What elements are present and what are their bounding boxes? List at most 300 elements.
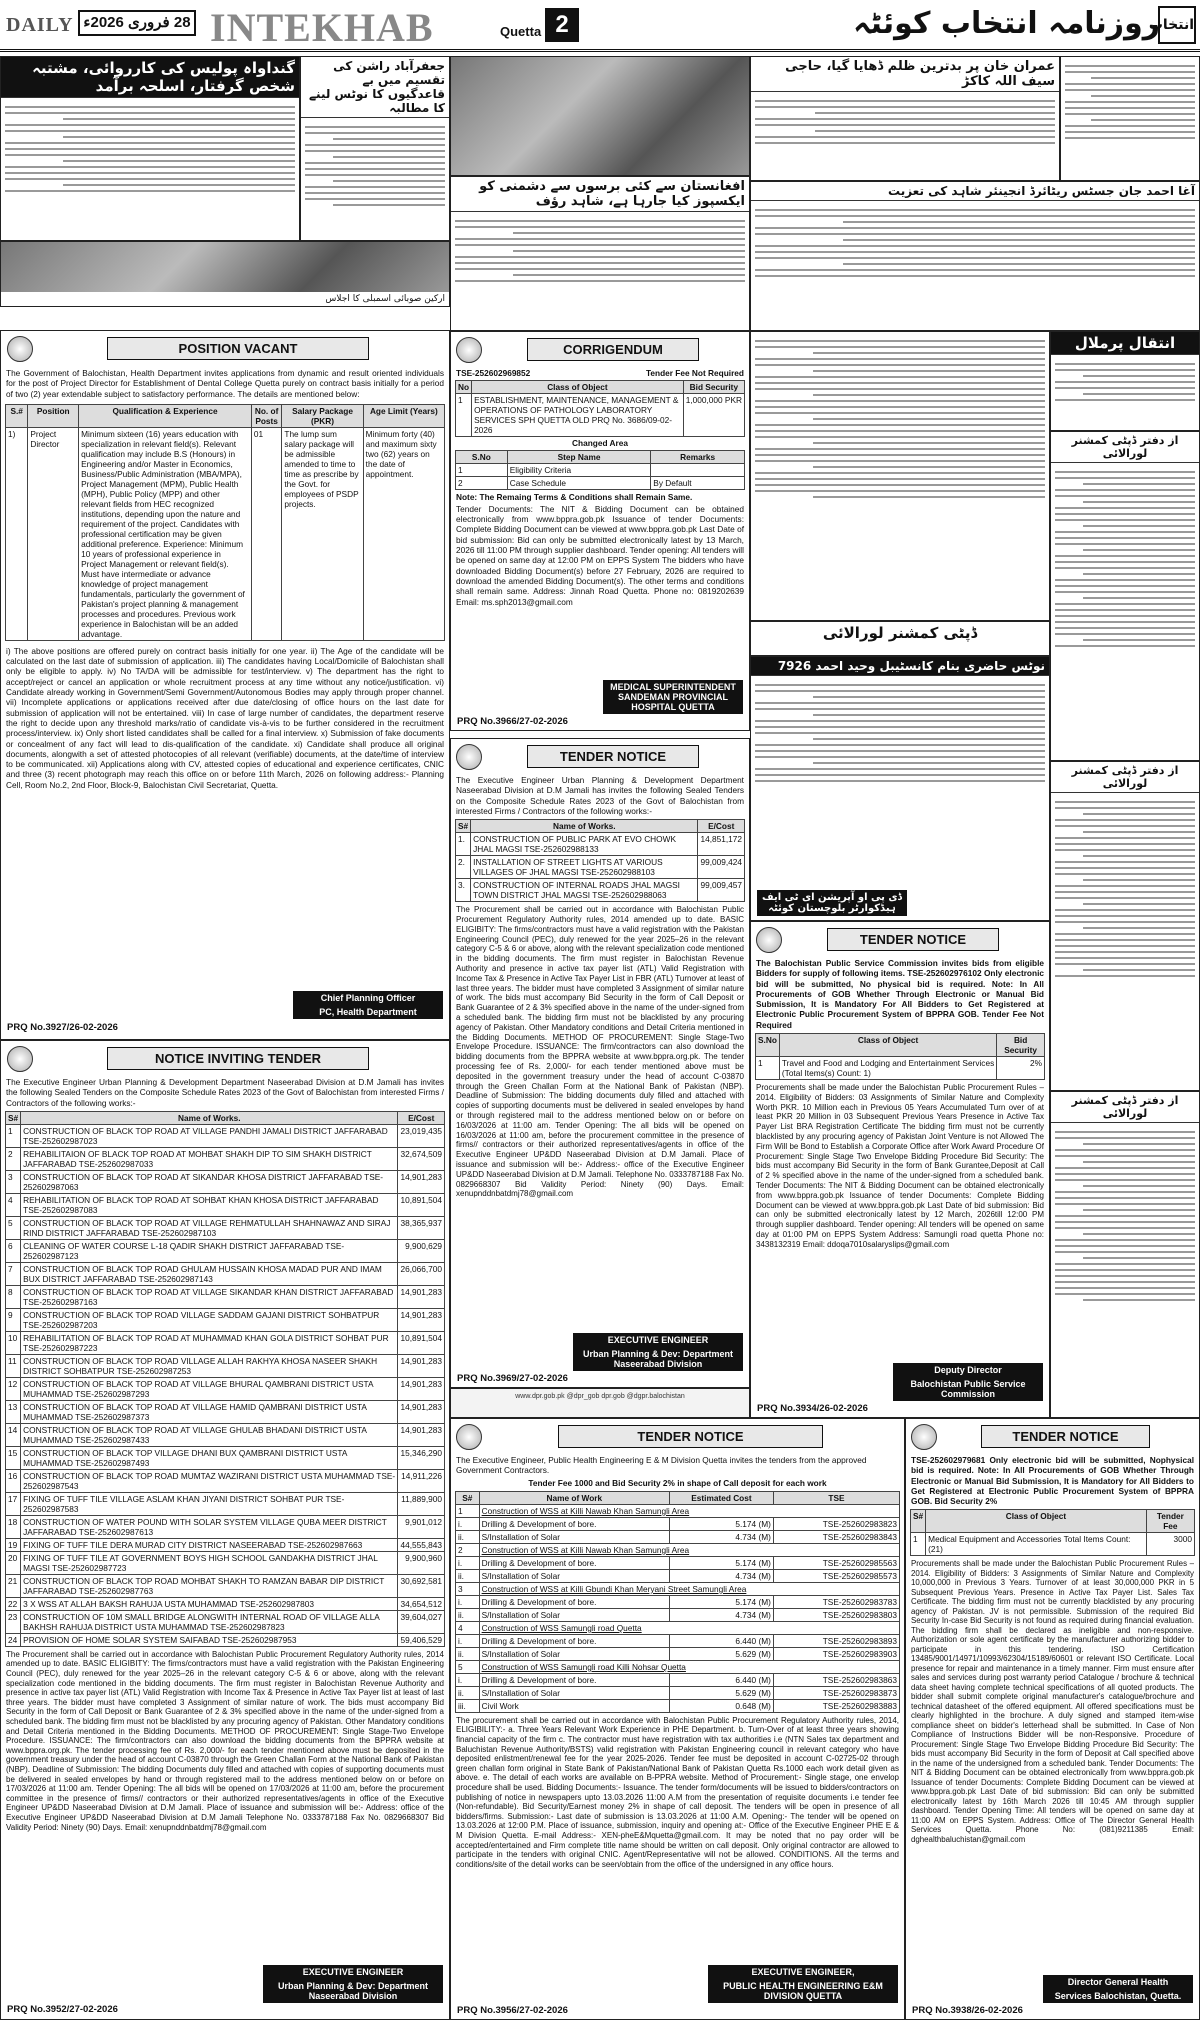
estimated-cost: 4.734 (M) (669, 1530, 773, 1543)
item-number: ii. (456, 1647, 480, 1660)
row-number: 15 (6, 1446, 21, 1469)
tse-number: TSE-252602983873 (773, 1686, 899, 1699)
ad-header (451, 332, 749, 367)
table-row (6, 427, 445, 640)
news-headline: افغانستان سے کئی برسوں سے دشمنی کو ایکسپوز کیا جارہا ہے، شاہد رؤف (451, 177, 749, 212)
urdu-title: روزنامہ انتخاب کوئٹہ (853, 6, 1160, 41)
ad-header (1, 1041, 449, 1076)
table-row (6, 1469, 445, 1492)
table-row (456, 1504, 900, 1517)
tender-fee: 3000 (1146, 1533, 1194, 1556)
gob-emblem-icon (7, 336, 33, 362)
work-name: CONSTRUCTION OF BLACK TOP ROAD GHULAM HUSSAIN KHOSA MADAD PUR AND IMAM BUX DISTRICT JAFFARABAD TSE-252602987143 (21, 1262, 398, 1285)
news-body (751, 332, 1049, 506)
gob-emblem-icon (756, 927, 782, 953)
table-row (6, 1262, 445, 1285)
object-table (910, 1509, 1195, 1556)
row-number: 4 (6, 1193, 21, 1216)
masthead (0, 0, 1200, 52)
table-row: 1 Eligibility Criteria (456, 463, 745, 476)
note: Note: The Remaing Terms & Conditions shall Remain Same. (456, 491, 693, 502)
estimated-cost: 59,406,529 (398, 1633, 445, 1646)
ad-body: The Procurement shall be carried out in accordance with Balochistan Public Procurement Regulatory Authority rules, 2014 amended up to date. BASIC ELIGIBITY: The firms/contractors must have a valid registration with the Pakistan Engineering Council (PEC), duly renewed for the year 2025–26 in the relevant category C-5 & 6 or above, along with the relevant specialization code mentioned in the bidding documents. The firm must register in Balochistan Revenue Authority and presence in active tax payer list (ATL) Valid Registration with Income Tax & Presence in Active Tax Payer list at least of last three years. The bidder must have completed 3 Assignment of similar nature of work. The bids must accompany Bid Security in the form of Call Deposit or Bank Guarantee of 2 & 3% specified above in the name of the under-signed from a scheduled bank. The bidding firm must not be blacklisted by any procuring agency of Pakistan. Other Mandatory conditions and Detail Criteria mentioned in the Bidding Documents. METHOD OF PROCUREMENT: Single Stage-Two Envelope Procedure. ISSUANCE: The firm/contractors can also download the bidding documents from the BPPRA website at www.bppra.org.pk. The tender processing fee of Rs. 2,000/- for each tender mentioned above must be deposited in the government treasury under the head of account C-03870 through the Green Challan Form at the National Bank of Pakistan (NBP). Deadline of Submission: The bidding Documents duly filled and attached with copies of supporting documents must be delivered in sealed envelopes by hand or through registered mail to the address mentioned below on or before on 17/03/2026 at 11:00 am. Tender Opening: The all bids will be opened on 17/03/2026 at 11:00 am, before the procurement committee in the presence of firms// contractors or their authorized representatives/agents in office of the Executive Engineer UP&DD Naseerabad Division at D.M Jamali. Place of issuance and submission will be:- Address: office of the Executive Engineer UP&DD Naseerabad Division at D.M Jamali Telephone No. 0333787188 Fax No. 0829668307 Bid Validity Period: Ninety (90) Days. Email: xenupnddnbatdmj78@gmail.com (6, 1649, 444, 1832)
signatory-title: EXECUTIVE ENGINEER (263, 1965, 443, 1979)
work-name: CONSTRUCTION OF 10M SMALL BRIDGE ALONGWITH INTERNAL ROAD OF VILLAGE ALLA BAKHSH RAHUJA DISTRICT USTA MUHAMMAD TSE-252602987823 (21, 1610, 398, 1633)
table-row (6, 1147, 445, 1170)
gob-emblem-icon (456, 1424, 482, 1450)
estimated-cost: 14,901,283 (398, 1400, 445, 1423)
row-number: 16 (6, 1469, 21, 1492)
table-row (6, 1124, 445, 1147)
row-number: 2 (6, 1147, 21, 1170)
estimated-cost: 39,604,027 (398, 1610, 445, 1633)
tender-jhal-magsi-ad (450, 738, 750, 1388)
works-table (455, 819, 745, 902)
estimated-cost: 10,891,504 (398, 1193, 445, 1216)
signatory-dept: Services Balochistan, Quetta. (1043, 1989, 1193, 2003)
table-row (456, 833, 745, 856)
table-row (6, 1331, 445, 1354)
table-row (456, 1569, 900, 1582)
work-name: CONSTRUCTION OF BLACK TOP ROAD AT VILLAGE HAMID QAMBRANI DISTRICT USTA MUHAMMAD TSE-252602987373 (21, 1400, 398, 1423)
bid-security: 1,000,000 PKR (683, 394, 744, 437)
news-imran (750, 56, 1060, 181)
ad-intro: The Government of Balochistan, Health Department invites applications from dynamic and result oriented individuals for the post of Project Director for Establishment of Dental College Quetta purely on contract basis initially for a period of two (2) year extendable subject to satisfactory performance. The details are mentioned below: (6, 368, 444, 399)
row-number: 20 (6, 1551, 21, 1574)
col-header: Qualification & Experience (79, 404, 252, 427)
col-name: Name of Works. (471, 820, 698, 833)
col-cost: E/Cost (398, 1111, 445, 1124)
table-cell: Minimum sixteen (16) years education with specialization in relevant field(s). Relevant qualification may include B.S (Honours) in Engineering and/or Master in Economics, Business/Public Administration (MBA/MPA), Project Management (MPM), Public Health (MPH), Public Policy (MPP) and other relevant fields from HEC recognized institutions, depending upon the nature and requirement of the project. Candidates with professional certification may be given additional preference. Experience: Minimum 10 years of professional experience in Project Management or relevant field(s). Must have intermediate or advance knowledge of project management fundamentals, particularly the government of Pakistan's project planning & management processes and procedures. Previous work experience in Balochistan will be an added advantage. (79, 427, 252, 640)
tse-number: TSE-252602983783 (773, 1595, 899, 1608)
estimated-cost: 38,365,937 (398, 1216, 445, 1239)
signatory-title: EXECUTIVE ENGINEER, (708, 1965, 898, 1979)
news-headline: آغا احمد جان جسٹس ریٹائرڈ انجینئر شاہد کی تعزیت (751, 182, 1199, 201)
ad-title: TENDER NOTICE (527, 745, 700, 768)
work-name: CONSTRUCTION OF BLACK TOP ROAD MUMTAZ WAZIRANI DISTRICT USTA MUHAMMAD TSE-252602987543 (21, 1469, 398, 1492)
table-row (6, 1492, 445, 1515)
bpsc-tender-ad (750, 921, 1050, 1418)
col-name: Name of Work (479, 1491, 669, 1504)
social-links: www.dpr.gob.pk @dpr_gob dpr.gob @dgpr.balochistan (450, 1388, 750, 1418)
row-number: 17 (6, 1492, 21, 1515)
work-name: Construction of WSS at Killi Nawab Khan Samungli Area (479, 1504, 899, 1517)
ad-terms: i) The above positions are offered purely on contract basis initially for one year. ii) The Age of the candidate will be calculated on the last date of submission of application. iii) The candidates having Local/Domicile of Balochistan shall only be eligible to apply. iv) No TA/DA will be admissible for test/interview. v) The department has the right to accept/reject or cancel an application or whole recruitment process at any time without any notice/justification. vi) Candidate already working in Government/Semi Government/Autonomous Bodies may apply through proper channel. vii) Incomplete applications or applications received after due date/closing of office hours on the last date for submission of application will not be entertained. viii) In case of large number of candidates, the department reserve the right to decide upon any threshold marks/ratio of candidate vis-à-vis to be further considered in the recruitment process/interview. ix) Only short listed candidates shall be called for a final interview. x) Submission of fake documents or concealment of any fact will lead to dis-qualification of the candidate. xi) Candidate shall produce all original documents, alongwith a set of attested photocopies of all relevant (verifiable) documents, at the date/time of interview to be communicated. xii) Applications along with CV, attested copies of educational and experience certificates, CNIC and three (3) recent photograph may reach this office on or before 11th March, 2026 on following address:- Planning Cell, Room No.2, 2nd Floor, Block-9, Balochistan Civil Secretariat, Quetta. (6, 645, 444, 790)
estimated-cost: 9,900,960 (398, 1551, 445, 1574)
row-number: 22 (6, 1597, 21, 1610)
row-number: 12 (6, 1377, 21, 1400)
item-number: i. (456, 1556, 480, 1569)
col-class: Class of Object (472, 381, 684, 394)
table-cell: The lump sum salary package will be admissible amended to time to time as prescribe by the Govt. for employees of PSDP projects. (282, 427, 363, 640)
tse-number: TSE-252602983903 (773, 1647, 899, 1660)
dc-sign-block (750, 621, 1050, 656)
col-header: Salary Package (PKR) (282, 404, 363, 427)
prq-number: PRQ No.3927/26-02-2026 (7, 1022, 118, 1033)
phe-tender-ad (450, 1418, 905, 2020)
signatory-title: MEDICAL SUPERINTENDENT SANDEMAN PROVINCIAL HOSPITAL QUETTA (603, 680, 743, 714)
work-name: PROVISION OF HOME SOLAR SYSTEM SAIFABAD TSE-252602987953 (21, 1633, 398, 1646)
estimated-cost: 14,901,283 (398, 1308, 445, 1331)
works-table (5, 1111, 445, 1647)
ad-signature (573, 1333, 743, 1371)
news-body (301, 118, 449, 214)
condolence-title: انتقال پرملال (1051, 332, 1199, 355)
col-sno: S# (456, 820, 471, 833)
item-name: Drilling & Development of bore. (479, 1673, 669, 1686)
table-row (6, 1377, 445, 1400)
col-no: No (456, 381, 472, 394)
dc-notice-2 (1050, 761, 1200, 1091)
col-bid: Bid Security (683, 381, 744, 394)
table-row (456, 1608, 900, 1621)
row-number: 3 (456, 1582, 480, 1595)
estimated-cost: 4.734 (M) (669, 1608, 773, 1621)
estimated-cost: 9,900,629 (398, 1239, 445, 1262)
table-row (6, 1597, 445, 1610)
ad-intro: The Balochistan Public Service Commission invites bids from eligible Bidders for supply of following items. TSE-252602976102 Only electronic bid will be submitted, No physical bid is required. Note: In All Procurements of GOB Whether Through Electronic or Manual Bid Submission, It is Mandatory For All Bidders to Get Registered at Electronic Public Procurement System of BPPRA GOB. Tender Fee Not Required (756, 958, 1044, 1030)
row-number: 10 (6, 1331, 21, 1354)
table-row (6, 1216, 445, 1239)
news-photo-2 (450, 56, 750, 176)
table-row (6, 1285, 445, 1308)
row-number: 23 (6, 1610, 21, 1633)
col-step: Step Name (507, 450, 651, 463)
news-photo-block (0, 241, 450, 307)
item-number: ii. (456, 1569, 480, 1582)
ad-signature (708, 1965, 898, 2003)
dc-notice-title: از دفتر ڈپٹی کمشنر لورالائی (1051, 432, 1199, 463)
table-row (456, 1556, 900, 1569)
estimated-cost: 15,346,290 (398, 1446, 445, 1469)
signatory-dept: Urban Planning & Dev: Department Naseerabad Division (263, 1979, 443, 2003)
ad-body: The procurement shall be carried out in accordance with Balochistan Public Procurement Regulatory Authority rules, 2014, ELIGIBILITY:- a. Three Years Relevant Work Experience in PHE Department. b. Turn-Over of at least three years showing financial capacity of the firm c. The contractor must have registration with tax authorities i.e (NTN Sales tax department and Baluchistan Revenue Authority/BSTS) valid registration with Pakistan Engineering council in relevant category who have deposited enlistment/renewal fee for the year 2025-2026. Tender fee must be deposited in account C-02725-02 through green challan form original in State Bank of Pakistan/National Bank of Pakistan Quetta Rs.1000 each work detail given as above. e. The detail of each works are available on B-PPRA website. Method of Procurement:- Single stage, one envelop procedure shall be used. Bidding Documents:- Issuance. The tender form/documents will be issued to bidders/contractors on publishing of notice in newspapers upto 13.03.2026 11:00 A.M from the presentation of requisite documents i.e tender fee (Non-refundable). Bid Security/Earnest money 2% in shape of call deposit. The tenders will be open in presence of all bidders/firms. Submission:- Last date of submission is 13.03.2026 at 11:00 A.M. Opening:- The tender will be opened on 13.03.2026 at 12:00 P.M. Place of issuance, submission, inquiry and opening at:- Office of the Executive Engineer PHE E & M Division Quetta. E-mail Address:- XEN-pheE&Mquetta@gmail.com. It may be noted that no pay order will be accepted/entertained and Firm complete title name should be written on call deposit. Only original contractor are allowed to participate in the tenders with original CNIC. Agent/Representative will not be allowed. CONDITIONS. All the terms and conditions/site of the detail works can be seen/obtain from the office of the undersigned in any office hours. (456, 1715, 899, 1869)
signatory-title: EXECUTIVE ENGINEER (573, 1333, 743, 1347)
ad-body: Procurements shall be made under the Balochistan Public Procurement Rules – 2014. Eligibility of Bidders: 3 Assignments of Similar Nature and Complexity 10,000,000 in Previous 3 Years. Turnover of at least 30,000,000 PKR in 5 Subsequent Previous Years. Presence in Active Tax Payer List. Sales Tax Certificate. The bidding firm must not be currently blacklisted by any procuring agency of Pakistan. JV is not permissible. Submission of the required Bid Security In-case Bid Security is not found as required during financial evaluation. The bidding firm shall be declared as ineligible and non-responsive. Authorization or sole agent certificate by the manufacturer authorizing bidder to participate in this tendering. ISO Certification 13485/9001/14971/10993/62304/15189/60601 or relevant ISO Certificate. Local presence for repair and maintenance in a timely manner. Firm must ensure after sales and services during post warranty period Catalogue / brochure & technical data sheet having complete technical specifications of all quoted products. The bidder shall submit complete original manufacturer's catalogue/brochure and technical datasheet of the offered equipment. All offered specifications must be clearly highlighted in the brochure. A duly signed and stamped item-wise compliance sheet on bidder's letterhead shall be submitted. In Case of Non Compliance of Instructions Bidder will be non-Responsive. Procedure of Procurement: Single Stage Two Envelope Bidding Procedure Bid Security: The bids must accompany Bid Security in the form of Deposit at Call specified above in the name of the undersigned from a scheduled bank. Tender Documents: The NIT & Bidding Document can be obtained electronically from www.bppra.gob.pk Issuance of tender Documents: Complete Bidding Document can be viewed at www.bppra.gob.pk Last Date of bid submission: Bid can only be submitted electronically latest by 16th March 2026 till 10:45 AM through supplier dashboard. Tender Opening Time: All tenders will be opened on same day at 11:00 AM on EPPS System. Address: Office of The Director General Health Services Quetta. Phone No: (081)9211385 Email: dghealthbaluchistan@gmail.com (911, 1559, 1194, 1844)
table-row (6, 1170, 445, 1193)
news-body (1051, 463, 1199, 655)
ad-intro: The Executive Engineer Urban Planning & Development Department Naseerabad Division at D.M Jamali has invites the following Sealed Tenders on the Composite Schedule Rates 2023 of the Govt of Balochistan from interested Firms / Contractors of the following works:- (6, 1077, 444, 1108)
table-row: 1 ESTABLISHMENT, MAINTENANCE, MANAGEMENT & OPERATIONS OF PATHOLOGY LABORATORY SERVICES SPH QUETTA OLD PRQ No. 3686/09-02-2026 1,000,000 PKR (456, 394, 745, 437)
item-name: Drilling & Development of bore. (479, 1517, 669, 1530)
news-body (1051, 1123, 1199, 1309)
steps-table: S.No Step Name Remarks 1 Eligibility Criteria 2 Case Schedule By Default (455, 450, 745, 490)
table-row (456, 1595, 900, 1608)
estimated-cost: 5.174 (M) (669, 1595, 773, 1608)
row-number: 6 (6, 1239, 21, 1262)
row-number: 4 (456, 1621, 480, 1634)
estimated-cost: 4.734 (M) (669, 1569, 773, 1582)
ad-header (1, 331, 449, 366)
prq-number: PRQ No.3934/26-02-2026 (757, 1403, 868, 1414)
tse-number: TSE-252602983863 (773, 1673, 899, 1686)
row-number: 13 (6, 1400, 21, 1423)
col-name: Name of Works. (21, 1111, 398, 1124)
gob-emblem-icon (911, 1424, 937, 1450)
row-number: 14 (6, 1423, 21, 1446)
news-body (1051, 793, 1199, 985)
ad-signature (603, 680, 743, 714)
table-row: 1 Medical Equipment and Accessories Total Items Count: (21) 3000 (911, 1533, 1195, 1556)
col-header: S.# (6, 404, 28, 427)
news-body (1061, 57, 1199, 147)
step-remark: By Default (651, 476, 745, 489)
news-body (451, 212, 749, 290)
corrigendum-ad (450, 331, 750, 731)
works-table (455, 1491, 900, 1713)
work-name: CONSTRUCTION OF BLACK TOP ROAD AT SIKANDAR KHOSA DISTRICT JAFFARABAD TSE-252602987063 (21, 1170, 398, 1193)
row-number: 7 (6, 1262, 21, 1285)
estimated-cost: 5.174 (M) (669, 1517, 773, 1530)
estimated-cost: 14,901,283 (398, 1423, 445, 1446)
daily-label: DAILY (6, 14, 74, 36)
position-vacant-ad (0, 330, 450, 1040)
ad-signature (293, 991, 443, 1019)
ad-header (751, 922, 1049, 957)
work-name: CONSTRUCTION OF BLACK TOP ROAD AT VILLAGE BHURAL QAMBRANI DISTRICT USTA MUHAMMAD TSE-252602987293 (21, 1377, 398, 1400)
work-name: Construction of WSS at Killi Nawab Khan Samungli Area (479, 1543, 899, 1556)
col-no: S.No (756, 1034, 780, 1057)
news-photo (451, 57, 749, 175)
table-row (6, 1574, 445, 1597)
item-number: ii. (456, 1608, 480, 1621)
col-remarks: Remarks (651, 450, 745, 463)
col-header: No. of Posts (251, 404, 281, 427)
position-table (5, 404, 445, 641)
estimated-cost: 5.629 (M) (669, 1647, 773, 1660)
item-name: Drilling & Development of bore. (479, 1595, 669, 1608)
tse-number: TSE-252602985563 (773, 1556, 899, 1569)
estimated-cost: 14,851,172 (698, 833, 745, 856)
brand-title: INTEKHAB (210, 5, 434, 50)
step-name: Eligibility Criteria (507, 463, 651, 476)
row-number: 19 (6, 1538, 21, 1551)
row-number: 1 (6, 1124, 21, 1147)
ad-header (906, 1419, 1199, 1454)
dc-notice-3 (1050, 1091, 1200, 1418)
estimated-cost: 34,654,512 (398, 1597, 445, 1610)
table-row (456, 1660, 900, 1673)
ad-intro: TSE-252602979681 Only electronic bid will be submitted, Nophysical bid is required. Note: In All Procurements of GOB Whether Through Electronic or Manual Bid Submission, It is Mandatory for All Bidders to Get Registered at Electronic Public Procurement System of BPPRA GOB. Bid Security 2% (911, 1455, 1194, 1507)
date-box: 28 فروری 2026ء (78, 10, 196, 36)
item-name: S/Installation of Solar (479, 1608, 669, 1621)
news-column-right (1060, 56, 1200, 181)
news-afghanistan (450, 176, 750, 331)
table-row (456, 1673, 900, 1686)
news-condolence (750, 181, 1200, 331)
work-name: REHABILITAION OF BLACK TOP ROAD AT MOHBAT SHAKH DIP TO SIM SHAKH DISTRICT JAFFARABAD TSE-252602987033 (21, 1147, 398, 1170)
news-headline: جعفرآباد راشن کی تقسیم میں بے قاعدگیوں کا نوٹس لینے کا مطالبہ (301, 57, 449, 118)
work-name: CONSTRUCTION OF BLACK TOP ROAD AT VILLAGE GHULAB BHADANI DISTRICT USTA MUHAMMAD TSE-252602987433 (21, 1423, 398, 1446)
tender-fee: Tender Fee Not Required (645, 368, 744, 378)
item-number: i. (456, 1517, 480, 1530)
ad-title: TENDER NOTICE (558, 1425, 824, 1448)
row-number: 3. (456, 879, 471, 902)
prq-number: PRQ No.3966/27-02-2026 (457, 716, 568, 727)
col-cost: Estimated Cost (669, 1491, 773, 1504)
urdu-notices-block (750, 331, 1050, 621)
news-body (751, 201, 1199, 285)
table-row (456, 1647, 900, 1660)
tse-number: TSE-252602969852 (456, 368, 531, 378)
table-row: 2 Case Schedule By Default (456, 476, 745, 489)
news-body (751, 676, 1049, 790)
table-row (6, 1610, 445, 1633)
estimated-cost: 5.174 (M) (669, 1556, 773, 1569)
newspaper-logo-icon: انتخاب (1158, 6, 1196, 44)
table-row (6, 1423, 445, 1446)
object-table (755, 1033, 1045, 1080)
item-name: S/Installation of Solar (479, 1569, 669, 1582)
bid-security: 2% (997, 1057, 1045, 1080)
table-row (6, 1551, 445, 1574)
prq-number: PRQ No.3952/27-02-2026 (7, 2004, 118, 2015)
estimated-cost: 14,911,226 (398, 1469, 445, 1492)
table-row (6, 1538, 445, 1551)
dc-notice-title: از دفتر ڈپٹی کمشنر لورالائی (1051, 762, 1199, 793)
ad-signature (1043, 1975, 1193, 2003)
work-name: INSTALLATION OF STREET LIGHTS AT VARIOUS VILLAGES OF JHAL MAGSI TSE-252602988103 (471, 856, 698, 879)
col-class: Class of Object (926, 1510, 1147, 1533)
estimated-cost: 6.440 (M) (669, 1634, 773, 1647)
notice-7926 (750, 656, 1050, 921)
prq-number: PRQ No.3956/27-02-2026 (457, 2005, 568, 2016)
row-number: 21 (6, 1574, 21, 1597)
estimated-cost: 23,019,435 (398, 1124, 445, 1147)
table-row (456, 1621, 900, 1634)
row-number: 1 (456, 1504, 480, 1517)
row-number: 24 (6, 1633, 21, 1646)
ad-title: POSITION VACANT (107, 337, 369, 360)
estimated-cost: 9,901,012 (398, 1515, 445, 1538)
work-name: CONSTRUCTION OF BLACK TOP ROAD VILLAGE SADDAM GAJANI DISTRICT SOHBATPUR TSE-252602987203 (21, 1308, 398, 1331)
table-row (456, 1530, 900, 1543)
estimated-cost: 5.629 (M) (669, 1686, 773, 1699)
col-bid: Bid Security (997, 1034, 1045, 1057)
work-name: REHABILITATION OF BLACK TOP ROAD AT MUHAMMAD KHAN GOLA DISTRICT SOHBAT PUR TSE-252602987223 (21, 1331, 398, 1354)
table-row (6, 1239, 445, 1262)
col-sno: S# (456, 1491, 480, 1504)
col-fee: Tender Fee (1146, 1510, 1194, 1533)
table-row (456, 1699, 900, 1712)
work-name: FIXING OF TUFF TILE DERA MURAD CITY DISTRICT NASEERABAD TSE-252602987663 (21, 1538, 398, 1551)
signatory-title: Director General Health (1043, 1975, 1193, 1989)
signatory-dept: Urban Planning & Dev: Department Naseerabad Division (573, 1347, 743, 1371)
estimated-cost: 99,009,457 (698, 879, 745, 902)
estimated-cost: 14,901,283 (398, 1354, 445, 1377)
table-row (456, 879, 745, 902)
news-gandawah (0, 56, 300, 241)
signatory-title: Deputy Director (893, 1363, 1043, 1377)
ad-title: NOTICE INVITING TENDER (107, 1047, 369, 1070)
estimated-cost: 10,891,504 (398, 1331, 445, 1354)
ad-intro: The Executive Engineer, Public Health Engineering E & M Division Quetta invites the tenders from the approved Government Contractors. (456, 1455, 867, 1476)
work-name: CONSTRUCTION OF BLACK TOP ROAD VILLAGE ALLAH RAKHYA KHOSA NASEER SHAKH DISTRICT SOHBATPUR TSE-252602987253 (21, 1354, 398, 1377)
ad-intro: The Executive Engineer Urban Planning & Development Department Naseerabad Division at D.M Jamali has invites the following Sealed Tenders on the Composite Schedule Rates 2023 of the Govt of Balochistan from interested Firms / Contractors of the following works:- (456, 775, 744, 816)
work-name: CONSTRUCTION OF WATER POUND WITH SOLAR SYSTEM VILLAGE QUBA MEER DISTRICT JAFFARABAD TSE-252602987613 (21, 1515, 398, 1538)
tse-number: TSE-252602983893 (773, 1634, 899, 1647)
table-row (6, 1633, 445, 1646)
table-row (456, 1634, 900, 1647)
table-row (456, 1543, 900, 1556)
item-number: i. (456, 1595, 480, 1608)
tse-number: TSE-252602983843 (773, 1530, 899, 1543)
estimated-cost: 6.440 (M) (669, 1673, 773, 1686)
table-cell: Project Director (28, 427, 79, 640)
table-row (6, 1515, 445, 1538)
col-header: Age Limit (Years) (363, 404, 444, 427)
work-name: CONSTRUCTION OF BLACK TOP ROAD AT VILLAGE PANDHI JAMALI DISTRICT JAFFARABAD TSE-252602987023 (21, 1124, 398, 1147)
news-headline: گنداواہ پولیس کی کارروائی، مشتبہ شخص گرفتار، اسلحہ برآمد (1, 57, 299, 98)
table-row (456, 1582, 900, 1595)
photo-caption: ارکین صوبائی اسمبلی کا اجلاس (325, 294, 445, 304)
signatory-dept: Balochistan Public Service Commission (893, 1377, 1043, 1401)
news-jafarabad (300, 56, 450, 241)
item-name: Drilling & Development of bore. (479, 1634, 669, 1647)
estimated-cost: 44,555,843 (398, 1538, 445, 1551)
ad-header (451, 739, 749, 774)
table-row: 1 Travel and Food and Lodging and Entertainment Services (Total Items(s) Count: 1) 2% (756, 1057, 1045, 1080)
item-name: S/Installation of Solar (479, 1686, 669, 1699)
tse-line (451, 367, 749, 379)
table-cell: 1) (6, 427, 28, 640)
estimated-cost: 14,901,283 (398, 1285, 445, 1308)
table-header (6, 404, 445, 427)
prq-number: PRQ No.3938/26-02-2026 (912, 2005, 1023, 2016)
table-cell: 01 (251, 427, 281, 640)
row-number: 2 (456, 1543, 480, 1556)
ad-signature (893, 1363, 1043, 1401)
item-number: ii. (456, 1686, 480, 1699)
item-name: S/Installation of Solar (479, 1530, 669, 1543)
step-name: Case Schedule (507, 476, 651, 489)
work-name: 3 X WSS AT ALLAH BAKSH RAHUJA USTA MUHAMMAD TSE-252602987803 (21, 1597, 398, 1610)
work-name: REHABILITATION OF BLACK TOP ROAD AT SOHBAT KHAN KHOSA DISTRICT JAFFARABAD TSE-252602987083 (21, 1193, 398, 1216)
dc-notice-title: از دفتر ڈپٹی کمشنر لورالائی (1051, 1092, 1199, 1123)
work-name: Construction of WSS Samungli road Quetta (479, 1621, 899, 1634)
page-number: 2 (545, 8, 579, 42)
signatory-dept: PC, Health Department (293, 1005, 443, 1019)
news-body (1, 98, 299, 200)
row-number: 3 (6, 1170, 21, 1193)
tse-number: TSE-252602983803 (773, 1608, 899, 1621)
object-table (455, 380, 745, 437)
notice-title: نوٹس حاضری بنام کانسٹیبل وحید احمد 7926 (751, 657, 1049, 676)
table-cell: Minimum forty (40) and maximum sixty two (62) years on the date of appointment. (363, 427, 444, 640)
row-number: 5 (6, 1216, 21, 1239)
row-number: 9 (6, 1308, 21, 1331)
ad-body: The Procurement shall be carried out in accordance with Balochistan Public Procurement Regulatory Authority rules, 2014 amended up to date. BASIC ELIGIBITY: The firms/contractors must have a valid registration with the Pakistan Engineering Council (PEC), duly renewed for the year 2025–26 in the relevant category C-5 & 6 or above, along with the relevant specialization code mentioned in the bidding documents. The firm must register in Balochistan Revenue Authority and presence in active tax payer list (ATL) Valid Registration with Income Tax & Presence in Active Tax Payer List in FBR (ATL) Turnover at least of last three years. The bidder must have completed 3 Assignment of similar nature of work. The bids must accompany Bid Security in the form of Call Deposit or Bank Guarantee of 2 & 3% specified above in the name of the under-signed from a scheduled bank. The bidding firm must not be blacklisted by any procuring agency of Pakistan. Other Mandatory conditions and Detail Criteria mentioned in the Bidding Documents. METHOD OF PROCUREMENT: Single Stage-Two Envelope Procedure. ISSUANCE: The firm/contractors can also download the bidding documents from the BPPRA website at www.bppra.org.pk. The tender processing fee of Rs. 2,000/- for each tender mentioned above must be deposited in the government treasury under the head of account C-03870 through the Green Challan Form at the National Bank of Pakistan (NBP). Deadline of Submission: The bidding documents duly filled and attached with copies of supporting documents must be delivered in sealed envelopes by hand or through registered mail to the address mentioned below on or before on 16/03/2026 at 11:00 am. Tender Opening: The all bids will be opened on 16/03/2026 at 11:00 am, before the procurement committee in the presence of firms// contractors or their authorized representatives/agents in office of the Executive Engineer UP&DD Naseerabad Division at D.M Jamali. Place of issuance and submission will be:- Address:- office of the Executive Engineer UP&DD Naseerabad Division at D.M Jamali. Telephone No. 0333787188 Fax No. 0829668307 Bid Validity Period: Ninety (90) Days. Email: xenupnddnbatdmj78@gmail.com (456, 905, 745, 1199)
gob-emblem-icon (456, 744, 482, 770)
news-body (1051, 355, 1199, 409)
estimated-cost: 99,009,424 (698, 856, 745, 879)
signatory-title: Chief Planning Officer (293, 991, 443, 1005)
table-row (6, 1354, 445, 1377)
dghs-tender-ad (905, 1418, 1200, 2020)
item-name: Drilling & Development of bore. (479, 1556, 669, 1569)
news-body (751, 92, 1059, 152)
row-number: 2. (456, 856, 471, 879)
gob-emblem-icon (7, 1046, 33, 1072)
prq-number: PRQ No.3969/27-02-2026 (457, 1373, 568, 1384)
ad-title: TENDER NOTICE (827, 928, 1000, 951)
ad-title: CORRIGENDUM (527, 338, 700, 361)
table-row (6, 1308, 445, 1331)
estimated-cost: 14,901,283 (398, 1170, 445, 1193)
estimated-cost: 32,674,509 (398, 1147, 445, 1170)
ad-header (451, 1419, 904, 1454)
dc-notice-1 (1050, 431, 1200, 761)
